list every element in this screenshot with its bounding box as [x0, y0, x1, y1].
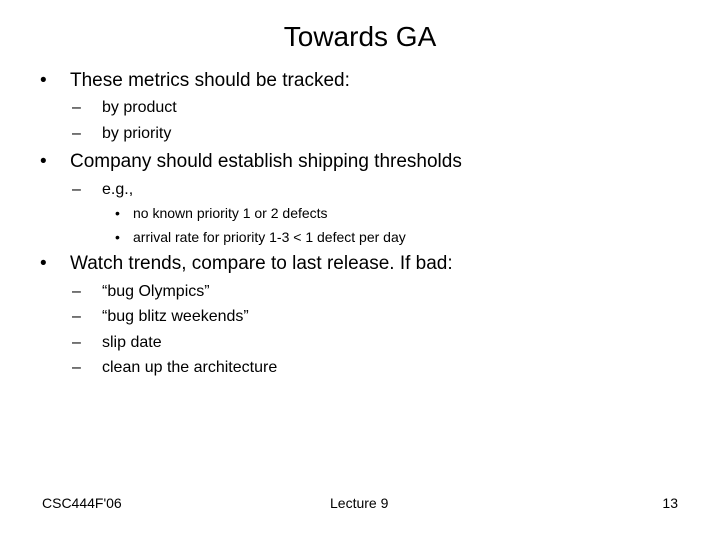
dash-marker: –	[72, 308, 81, 325]
slide-title: Towards GA	[283, 21, 437, 52]
subitem-cleanup-architecture: clean up the architecture	[102, 359, 278, 376]
dash-marker: –	[72, 283, 81, 300]
small-bullet-marker: •	[115, 205, 120, 221]
subitem-slip-date: slip date	[102, 334, 162, 351]
dash-marker: –	[72, 181, 81, 198]
subitem-by-product: by product	[102, 99, 177, 116]
small-bullet-marker: •	[115, 229, 120, 245]
dash-marker: –	[72, 125, 81, 142]
subitem-bug-olympics: “bug Olympics”	[102, 283, 210, 300]
bullet-marker: •	[40, 253, 47, 274]
dash-marker: –	[72, 334, 81, 351]
subitem-bug-blitz: “bug blitz weekends”	[102, 308, 249, 325]
bullet-text-metrics: These metrics should be tracked:	[70, 70, 350, 91]
bullet-marker: •	[40, 151, 47, 172]
subitem-by-priority: by priority	[102, 125, 172, 142]
dash-marker: –	[72, 99, 81, 116]
bullet-marker: •	[40, 70, 47, 91]
footer-lecture: Lecture 9	[330, 495, 389, 511]
bullet-text-watch-trends: Watch trends, compare to last release. If bad:	[70, 253, 453, 274]
subitem-eg: e.g.,	[102, 181, 134, 198]
footer-page-number: 13	[662, 495, 678, 511]
threshold-defects: no known priority 1 or 2 defects	[133, 205, 328, 221]
footer-course: CSC444F'06	[42, 495, 122, 511]
threshold-arrival-rate: arrival rate for priority 1-3 < 1 defect per day	[133, 229, 406, 245]
bullet-text-thresholds: Company should establish shipping thresholds	[70, 151, 462, 172]
dash-marker: –	[72, 359, 81, 376]
